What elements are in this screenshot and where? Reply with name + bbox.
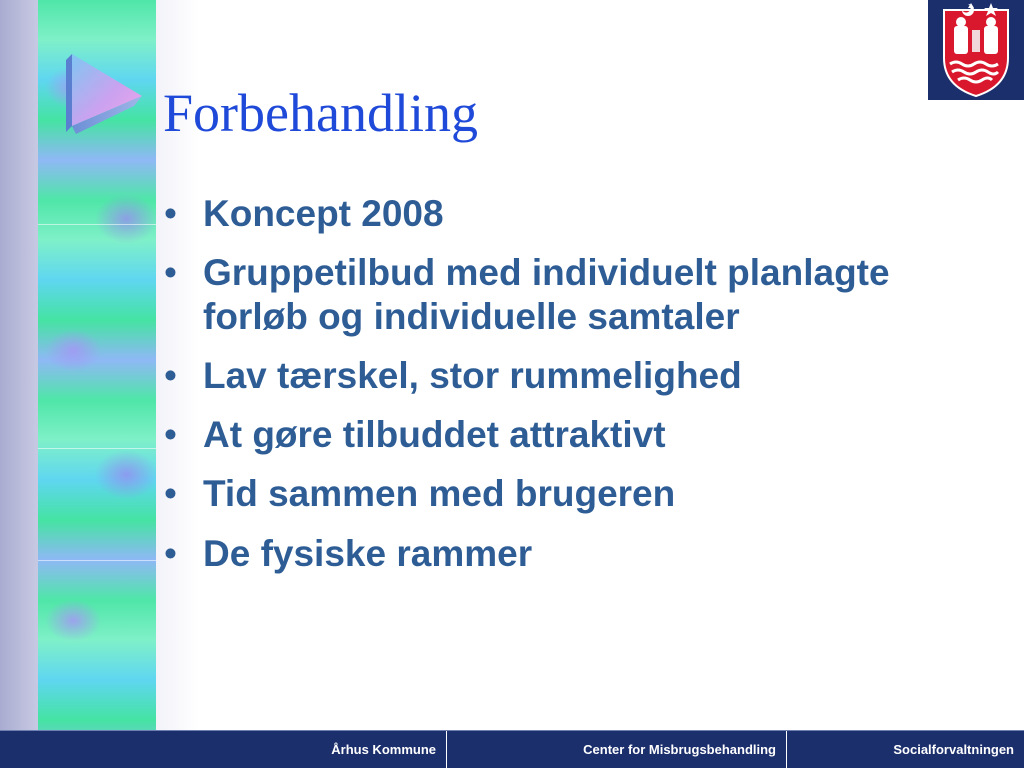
bullet-marker: • (164, 354, 177, 396)
bullet-item (162, 472, 902, 515)
bullet-text: De fysiske rammer (203, 532, 533, 574)
band-divider-line (38, 448, 156, 449)
footer-administration: Socialforvaltningen (893, 742, 1014, 757)
bullet-list (162, 192, 902, 591)
bullet-marker: • (164, 414, 177, 456)
footer-organization: Århus Kommune (331, 742, 436, 757)
bullet-marker: • (164, 252, 177, 294)
bullet-text: At gøre tilbuddet attraktivt (203, 414, 666, 456)
coat-of-arms-icon (928, 0, 1024, 100)
footer-bar (0, 730, 1024, 768)
bullet-item (162, 354, 902, 397)
slide-title: Forbehandling (163, 83, 478, 143)
bullet-marker: • (164, 532, 177, 574)
footer-department: Center for Misbrugsbehandling (583, 742, 776, 757)
triangle-decoration-icon (66, 52, 144, 136)
band-divider-line (38, 560, 156, 561)
bullet-item (162, 192, 902, 235)
bullet-text: Tid sammen med brugeren (203, 473, 676, 515)
band-divider-line (38, 224, 156, 225)
bullet-item (162, 532, 902, 575)
bullet-text: Gruppetilbud med individuelt planlagte forløb og individuelle samtaler (203, 252, 890, 337)
bullet-item (162, 413, 902, 456)
bullet-marker: • (164, 473, 177, 515)
bullet-marker: • (164, 193, 177, 234)
bullet-item (162, 251, 902, 338)
bullet-text: Lav tærskel, stor rummelighed (203, 354, 742, 396)
bullet-text: Koncept 2008 (203, 193, 444, 234)
